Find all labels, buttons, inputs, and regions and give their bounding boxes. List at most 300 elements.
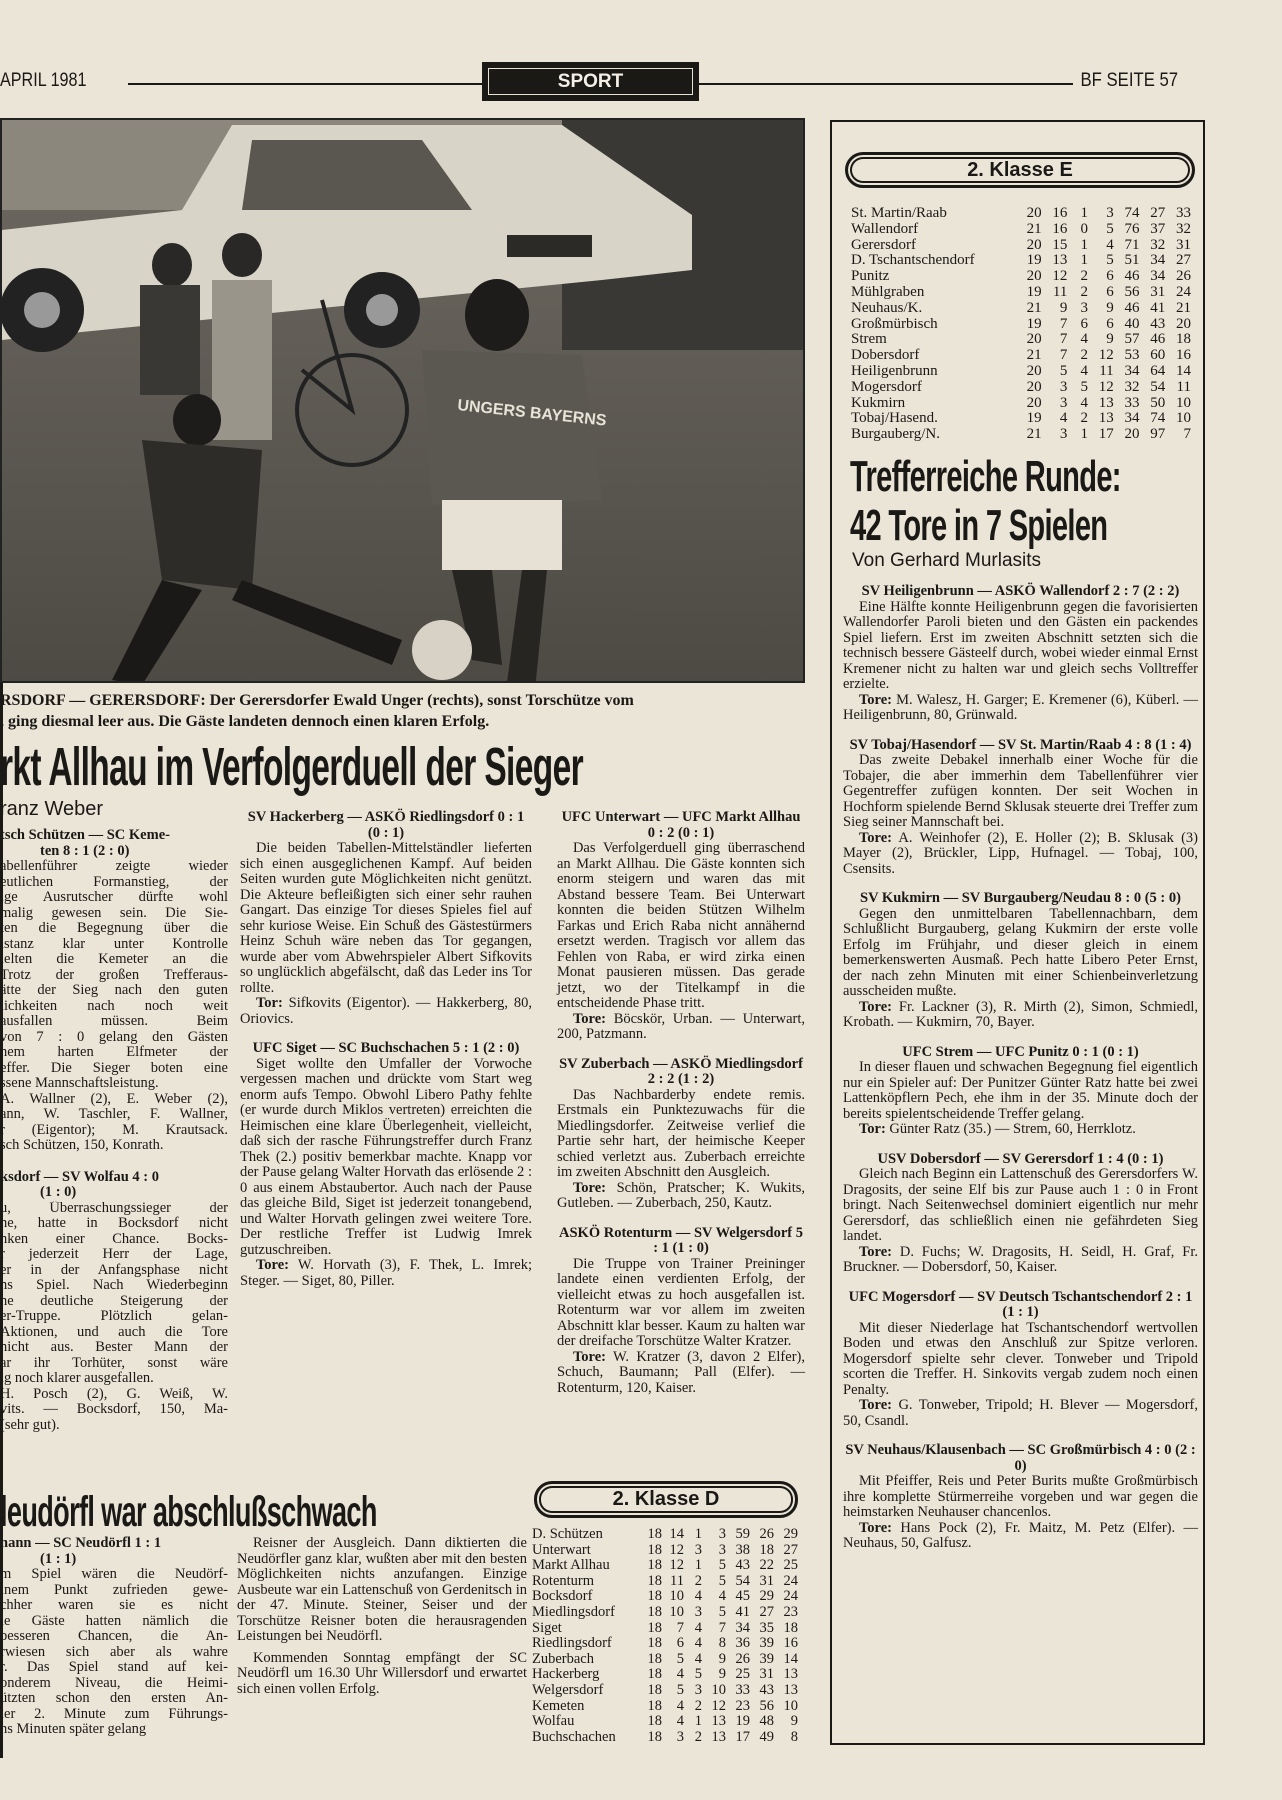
- standings-stat: 34: [1124, 362, 1140, 379]
- standings-stat: 18: [647, 1572, 662, 1589]
- football: [412, 620, 472, 680]
- report-line: malig gewesen sein. Die Sie-: [0, 905, 228, 921]
- report-line: inem Punkt zufrieden gewe-: [0, 1582, 228, 1598]
- standings-team: Strem: [851, 331, 887, 348]
- standings-stat: 12: [1098, 378, 1114, 395]
- match-title-line: (1 : 1): [40, 1550, 77, 1567]
- goal-scorers-text: M. Walesz, H. Garger; E. Kremener (6), Küberl. — Heiligenbrunn, 80, Grünwald.: [843, 691, 1199, 723]
- standings-stat: 20: [1026, 331, 1042, 348]
- match-report: [843, 1152, 1198, 1276]
- standings-stat: 1: [1080, 426, 1088, 443]
- match-report: [843, 584, 1198, 724]
- standings-stat: 21: [1026, 220, 1042, 237]
- report-line: lg noch klarer ausgefallen.: [0, 1371, 154, 1386]
- report-line: besseren Chancen, die An-: [0, 1629, 228, 1644]
- shirt-sponsor-text: UNGERS BAYERNS: [456, 397, 608, 430]
- match-report: [557, 1057, 805, 1212]
- goal-scorers-text: Sifkovits (Eigentor). — Hakkerberg, 80, Oriovics.: [240, 995, 532, 1027]
- standings-stat: 5: [1059, 362, 1068, 379]
- match-title-line: (1 : 0): [40, 1184, 77, 1200]
- standings-stat: 33: [735, 1681, 750, 1698]
- standings-stat: 5: [1080, 378, 1088, 395]
- goal-scorers: [557, 1181, 805, 1212]
- standings-stat: 27: [1176, 252, 1191, 269]
- standings-stat: 18: [647, 1588, 662, 1605]
- standings-stat: 34: [1124, 410, 1140, 427]
- standings-stat: 2: [1080, 283, 1088, 300]
- goal-scorers-text: W. Kratzer (3, davon 2 Elfer), Schuch, Baumann; Pall (Elfer). — Rotenturm, 120, Kaiser.: [557, 1348, 805, 1396]
- goal-scorers: [843, 1000, 1198, 1031]
- standings-stat: 46: [1124, 299, 1140, 316]
- standings-stat: 9: [1106, 331, 1114, 348]
- match-title: SV Hackerberg — ASKÖ Riedlingsdorf 0 : 1 (0 : 1): [247, 809, 525, 841]
- match-title-line: nann — SC Neudörfl 1 : 1: [0, 1535, 162, 1551]
- standings-stat: 18: [647, 1713, 662, 1730]
- standings-team: Wallendorf: [851, 220, 919, 237]
- match-report: [843, 1045, 1198, 1138]
- standings-stat: 56: [759, 1697, 774, 1714]
- standings-stat: 6: [1106, 315, 1114, 332]
- standings-stat: 49: [759, 1728, 774, 1745]
- report-line: r jederzeit Herr der Lage,: [0, 1247, 228, 1262]
- standings-stat: 20: [1026, 268, 1042, 285]
- standings-team: Burgauberg/N.: [851, 426, 941, 443]
- standings-stat: 74: [1150, 410, 1166, 427]
- standings-stat: 7: [676, 1619, 684, 1636]
- report-body: Das Nachbarderby endete remis. Erstmals ein Punktezuwachs für die Miedlingsdorfer. Zeitweise verlief die Partie sehr hart, der heimische Keeper schied verletzt aus. Zuberbach erreichte im zweiten Abschnitt den Ausgleich.: [557, 1086, 805, 1180]
- standings-stat: 3: [1059, 394, 1068, 411]
- standings-stat: 37: [1150, 220, 1166, 237]
- report-line: ätte der Sieg nach den guten: [0, 983, 228, 998]
- standings-stat: 21: [1026, 426, 1042, 443]
- standings-row: [851, 253, 1191, 269]
- standings-team: Kukmirn: [851, 394, 906, 411]
- standings-stat: 16: [1052, 205, 1068, 221]
- standings-stat: 97: [1150, 426, 1166, 443]
- standings-stat: 18: [647, 1541, 662, 1558]
- match-report: [0, 1170, 228, 1434]
- standings-team: Riedlingsdorf: [532, 1635, 612, 1652]
- goal-scorers: [240, 996, 532, 1027]
- lower-column-2: [237, 1536, 527, 1697]
- paragraph: Reisner der Ausgleich. Dann diktierten die Neudörfler ganz klar, wußten aber mit den besten Möglichkeiten nichts anzufangen. Einzige Ausbeute war ein Lattenschuß von Gerdenitsch in der 47. Minute. Steiner, Seiser und der Torschütze Reisner boten die herausragenden Leistungen bei Neudörfl.: [237, 1535, 527, 1644]
- standings-stat: 12: [1052, 268, 1068, 285]
- standings-team: Buchschachen: [532, 1728, 616, 1745]
- standings-d-title: 2. Klasse D: [534, 1481, 798, 1518]
- standings-row: [851, 364, 1191, 380]
- standings-stat: 25: [783, 1557, 798, 1574]
- match-title: UFC Mogersdorf — SV Deutsch Tschantschendorf 2 : 1 (1 : 1): [848, 1288, 1193, 1320]
- standings-stat: 31: [1176, 236, 1191, 253]
- match-title: SV Kukmirn — SV Burgauberg/Neudau 8 : 0 (5 : 0): [860, 890, 1181, 906]
- goal-scorers-text: Hans Pock (2), Fr. Maitz, M. Petz (Elfer). — Neuhaus, 50, Galfusz.: [843, 1519, 1199, 1551]
- report-line: chher waren sie es nicht: [0, 1598, 228, 1613]
- goal-scorers-text: Böcskör, Urban. — Unterwart, 200, Patzmann.: [557, 1010, 806, 1042]
- photo-caption: [0, 690, 805, 732]
- goal-scorers: [843, 1245, 1198, 1276]
- standings-team: Unterwart: [532, 1541, 591, 1558]
- standings-stat: 54: [1150, 378, 1166, 395]
- report-body: Siget wollte den Umfaller der Vorwoche vergessen machen und drückte vom Start weg enorm aufs Tempo. Obwohl Libero Pathy fehlte (er wurde durch Miklos vertreten) erreichten die Heimischen eine klare Überlegenheit, vielleicht, daß sich der rasche Führungstreffer durch Franz Thek (2.) positiv bemerkbar machte. Knapp vor der Pause gelang Walter Horvath das erlösende 2 : 0 aus einem Abstaubertor. Auch nach der Pause das gleiche Bild, Siget ist jederzeit tonangebend, und Walter Horvath gelingen zwei weitere Tore. Der restliche Treffer ist Ludwig Imrek gutzuschreiben.: [240, 1055, 532, 1258]
- standings-stat: 43: [1150, 315, 1166, 332]
- standings-stat: 0: [1080, 220, 1088, 237]
- goal-scorers: [557, 1350, 805, 1397]
- standings-stat: 3: [694, 1603, 702, 1620]
- standings-stat: 46: [1124, 268, 1140, 285]
- report-line: ausfallen müssen. Beim: [0, 1014, 228, 1029]
- standings-stat: 2: [694, 1572, 702, 1589]
- standings-team: Wolfau: [532, 1713, 575, 1730]
- goal-scorers: [843, 831, 1198, 878]
- standings-stat: 27: [759, 1603, 774, 1620]
- standings-row: [851, 348, 1191, 364]
- standings-stat: 21: [1026, 299, 1042, 316]
- standings-stat: 4: [694, 1650, 702, 1667]
- standings-stat: 21: [1176, 299, 1191, 316]
- report-line: nem harten Elfmeter der: [0, 1045, 228, 1060]
- standings-stat: 10: [1176, 394, 1191, 411]
- standings-stat: 1: [694, 1526, 702, 1542]
- paragraph: Kommenden Sonntag empfängt der SC Neudörfl um 16.30 Uhr Willersdorf und erwartet sich einen vollen Erfolg.: [237, 1649, 527, 1697]
- report-line: Aktionen, und auch die Tore: [0, 1324, 228, 1340]
- report-line: ten die Begegnung über die: [0, 921, 228, 936]
- goal-scorers-label: Tore:: [858, 998, 892, 1015]
- standings-stat: 24: [783, 1572, 798, 1589]
- goal-scorers: [843, 693, 1198, 724]
- goal-scorers-label: Tore:: [858, 1397, 892, 1413]
- report-line: ützten schon den ersten An-: [0, 1691, 228, 1706]
- match-report: [0, 1536, 228, 1738]
- report-line: m Spiel wären die Neudörf-: [0, 1567, 228, 1582]
- report-line: effer. Die Sieger boten eine: [0, 1060, 228, 1076]
- standings-stat: 23: [735, 1697, 750, 1714]
- main-column-1: [0, 828, 228, 1449]
- standings-stat: 71: [1124, 236, 1140, 253]
- match-report: [843, 891, 1198, 1031]
- match-title: UFC Strem — UFC Punitz 0 : 1 (0 : 1): [902, 1043, 1139, 1060]
- standings-d-table: [532, 1527, 798, 1745]
- match-title: UFC Siget — SC Buchschachen 5 : 1 (2 : 0): [252, 1040, 520, 1056]
- standings-row: [851, 332, 1191, 348]
- standings-row: [532, 1652, 798, 1668]
- caption-line: RSDORF — GERERSDORF: Der Gerersdorfer Ewald Unger (rechts), sonst Torschütze vom: [0, 692, 634, 709]
- match-title: SV Tobaj/Hasendorf — SV St. Martin/Raab 4 : 8 (1 : 4): [849, 736, 1192, 753]
- standings-team: Bocksdorf: [532, 1588, 593, 1605]
- goal-scorers-text: Günter Ratz (35.) — Strem, 60, Herrklotz.: [889, 1121, 1136, 1137]
- standings-stat: 12: [711, 1697, 726, 1714]
- report-line: ige Ausrutscher dürfte wohl: [0, 890, 228, 905]
- standings-row: [851, 411, 1191, 427]
- standings-stat: 8: [790, 1728, 798, 1745]
- standings-row: [532, 1605, 798, 1621]
- standings-stat: 16: [1176, 347, 1191, 364]
- standings-stat: 51: [1124, 252, 1140, 269]
- match-title: SV Heiligenbrunn — ASKÖ Wallendorf 2 : 7 (2 : 2): [861, 583, 1180, 599]
- standings-stat: 6: [1080, 315, 1088, 332]
- standings-stat: 14: [1176, 362, 1191, 379]
- standings-stat: 48: [759, 1713, 774, 1730]
- goal-scorers-line: sch Schützen, 150, Konrath.: [0, 1138, 164, 1153]
- standings-stat: 27: [783, 1541, 798, 1558]
- goal-scorers: [557, 1012, 805, 1043]
- standings-stat: 13: [711, 1728, 726, 1745]
- report-line: lichkeiten nach noch weit: [0, 998, 228, 1014]
- standings-stat: 13: [783, 1666, 798, 1683]
- standings-row: [532, 1683, 798, 1699]
- standings-stat: 26: [1176, 268, 1191, 285]
- standings-stat: 36: [735, 1635, 750, 1652]
- standings-stat: 5: [694, 1666, 702, 1683]
- report-line: istanz klar unter Kontrolle: [0, 936, 228, 952]
- standings-stat: 10: [783, 1697, 798, 1714]
- standings-stat: 41: [735, 1603, 750, 1620]
- standings-stat: 18: [783, 1619, 798, 1636]
- standings-team: Hackerberg: [532, 1666, 600, 1683]
- standings-stat: 19: [735, 1713, 750, 1730]
- standings-stat: 32: [1124, 378, 1140, 395]
- match-photo-image: [2, 120, 805, 683]
- standings-stat: 18: [1176, 331, 1191, 348]
- standings-stat: 2: [694, 1728, 702, 1745]
- standings-stat: 33: [1124, 394, 1140, 411]
- main-author: ranz Weber: [0, 798, 104, 820]
- standings-stat: 1: [694, 1713, 702, 1730]
- standings-stat: 11: [1099, 362, 1114, 379]
- standings-stat: 25: [735, 1666, 750, 1683]
- standings-stat: 12: [669, 1541, 684, 1558]
- standings-stat: 7: [1059, 331, 1068, 348]
- standings-team: St. Martin/Raab: [851, 205, 947, 221]
- standings-row: [532, 1667, 798, 1683]
- standings-stat: 24: [1176, 283, 1191, 300]
- standings-team: D. Schützen: [532, 1526, 603, 1542]
- match-title: USV Dobersdorf — SV Gerersdorf 1 : 4 (0 : 1): [877, 1150, 1164, 1167]
- match-report: [557, 810, 805, 1043]
- standings-stat: 34: [735, 1619, 750, 1636]
- standings-stat: 32: [1150, 236, 1166, 253]
- standings-row: [532, 1636, 798, 1652]
- caption-line: , ging diesmal leer aus. Die Gäste landeten dennoch einen klaren Erfolg.: [0, 713, 490, 730]
- standings-stat: 2: [1080, 410, 1088, 427]
- goal-scorers-line: H. Posch (2), G. Weiß, W.: [0, 1386, 228, 1402]
- standings-stat: 5: [676, 1650, 684, 1667]
- goal-scorers-text: D. Fuchs; W. Dragosits, H. Seidl, H. Graf, Fr. Bruckner. — Dobersdorf, 50, Kaiser.: [843, 1243, 1198, 1275]
- standings-stat: 34: [1150, 252, 1166, 269]
- standings-stat: 45: [735, 1588, 750, 1605]
- report-line: ssene Mannschaftsleistung.: [0, 1076, 159, 1091]
- standings-stat: 3: [718, 1526, 726, 1542]
- standings-stat: 4: [694, 1635, 702, 1652]
- standings-row: [532, 1730, 798, 1746]
- standings-stat: 20: [1124, 426, 1140, 443]
- standings-stat: 1: [1080, 236, 1088, 253]
- report-line: von 7 : 0 gelang den Gästen: [0, 1029, 228, 1045]
- standings-stat: 7: [1059, 347, 1068, 364]
- lower-column-1: [0, 1536, 228, 1754]
- standings-stat: 43: [759, 1681, 774, 1698]
- goal-scorers: [843, 1521, 1198, 1552]
- standings-stat: 12: [669, 1557, 684, 1574]
- standings-stat: 31: [1150, 283, 1166, 300]
- standings-e-title: 2. Klasse E: [845, 152, 1195, 188]
- match-report: [843, 738, 1198, 878]
- standings-team: Siget: [532, 1619, 562, 1636]
- standings-stat: 4: [1059, 410, 1068, 427]
- standings-stat: 9: [718, 1650, 726, 1667]
- standings-stat: 4: [676, 1697, 684, 1714]
- report-line: eutlichen Formanstieg, der: [0, 874, 228, 890]
- goal-scorers-line: ann, W. Taschler, F. Wallner,: [0, 1107, 228, 1122]
- standings-stat: 7: [1183, 426, 1191, 443]
- standings-stat: 43: [735, 1557, 750, 1574]
- goal-scorers-line: A. Wallner (2), E. Weber (2),: [0, 1091, 228, 1107]
- section-label-box: [483, 63, 698, 100]
- standings-stat: 76: [1124, 220, 1140, 237]
- standings-stat: 20: [1026, 236, 1042, 253]
- standings-row: [532, 1574, 798, 1590]
- standings-stat: 4: [718, 1588, 726, 1605]
- standings-row: [851, 238, 1191, 254]
- match-report: [843, 1443, 1198, 1552]
- standings-stat: 16: [1052, 220, 1068, 237]
- standings-stat: 21: [1026, 347, 1042, 364]
- standings-team: Mogersdorf: [851, 378, 922, 395]
- standings-stat: 10: [1176, 410, 1191, 427]
- standings-stat: 33: [1176, 205, 1191, 221]
- standings-row: [532, 1699, 798, 1715]
- standings-stat: 13: [711, 1713, 726, 1730]
- standings-stat: 15: [1052, 236, 1068, 253]
- standings-stat: 2: [1080, 268, 1088, 285]
- goal-scorers: [843, 1398, 1198, 1429]
- standings-stat: 10: [711, 1681, 726, 1698]
- standings-stat: 5: [1106, 252, 1114, 269]
- standings-stat: 4: [1080, 394, 1088, 411]
- standings-stat: 50: [1150, 394, 1166, 411]
- standings-stat: 17: [735, 1728, 750, 1745]
- standings-row: [851, 427, 1191, 443]
- standings-stat: 27: [1150, 205, 1166, 221]
- standings-stat: 18: [647, 1619, 662, 1636]
- standings-row: [851, 206, 1191, 222]
- report-line: Trotz der großen Trefferaus-: [0, 967, 228, 983]
- standings-stat: 6: [676, 1635, 684, 1652]
- goal-scorers-text: Fr. Lackner (3), R. Mirth (2), Simon, Schmiedl, Krobath. — Kukmirn, 70, Bayer.: [843, 998, 1199, 1030]
- standings-stat: 4: [694, 1588, 702, 1605]
- standings-team: Heiligenbrunn: [851, 362, 938, 379]
- report-body: In dieser flauen und schwachen Begegnung fiel eigentlich nur ein Spieler auf: Der Punitzer Günter Ratz hatte bei zwei Lattenköpflern Pech, ehe ihm in der 35. Minute doch der bereits spielentscheidende Treffer gelang.: [843, 1059, 1198, 1122]
- standings-stat: 4: [694, 1619, 702, 1636]
- standings-stat: 24: [783, 1588, 798, 1605]
- standings-stat: 10: [669, 1603, 684, 1620]
- standings-stat: 2: [1080, 347, 1088, 364]
- standings-stat: 1: [1080, 252, 1088, 269]
- standings-stat: 60: [1150, 347, 1166, 364]
- standings-stat: 18: [647, 1650, 662, 1667]
- standings-row: [851, 269, 1191, 285]
- report-body: Das zweite Debakel innerhalb einer Woche für die Tobajer, die aber immerhin dem Tabellenführer vier Gegentreffer zufügen konnten. Der seit Wochen in Hochform spielende Bernd Sklusak steuerte drei Treffer zum Sieg seiner Mannschaft bei.: [843, 752, 1198, 830]
- standings-stat: 39: [759, 1650, 774, 1667]
- report-line: ler 2. Minute zum Führungs-: [0, 1706, 228, 1722]
- report-line: u, Überraschungssieger der: [0, 1200, 228, 1216]
- standings-row: [851, 396, 1191, 412]
- standings-row: [851, 222, 1191, 238]
- standings-stat: 32: [1176, 220, 1191, 237]
- class-e-reports: [843, 582, 1198, 1566]
- standings-stat: 31: [759, 1666, 774, 1683]
- standings-stat: 6: [1106, 283, 1114, 300]
- standings-stat: 18: [647, 1697, 662, 1714]
- goal-scorers-label: Tore:: [858, 691, 892, 708]
- main-headline: rkt Allhau im Verfolgerduell der Sieger: [0, 737, 583, 797]
- goal-scorers-label: Tor:: [858, 1121, 886, 1137]
- standings-stat: 53: [1124, 347, 1140, 364]
- standings-row: [851, 380, 1191, 396]
- standings-stat: 18: [647, 1635, 662, 1652]
- standings-stat: 38: [735, 1541, 750, 1558]
- headline-line: Trefferreiche Runde:: [850, 452, 1121, 501]
- standings-stat: 46: [1150, 331, 1166, 348]
- goal-scorers-line: r (Eigentor); M. Krautsack.: [0, 1122, 228, 1138]
- report-line: er-Truppe. Plötzlich gelan-: [0, 1309, 228, 1324]
- lower-headline: leudörfl war abschlußschwach: [0, 1488, 377, 1536]
- standings-stat: 64: [1150, 362, 1166, 379]
- standings-stat: 4: [1080, 331, 1088, 348]
- report-body: Gegen den unmittelbaren Tabellennachbarn, dem Schlußlicht Burgauberg, gelang Kukmirn der erste volle Erfolg im Frühjahr, und dieser gleich in einem bemerkenswerten Ausmaß. Pech hatte Libero Peter Ernst, der nach zehn Minuten mit einer Schienbeinverletzung ausscheiden mußte.: [843, 905, 1198, 999]
- match-report: [843, 1290, 1198, 1430]
- report-line: onderem Niveau, die Heimi-: [0, 1675, 228, 1691]
- report-body: Eine Hälfte konnte Heiligenbrunn gegen die favorisierten Wallendorfer Paroli bieten und den Gästen ein packendes Spiel liefern. Erst im zweiten Abschnitt setzten sich die technisch bessere Gästeelf durch, wobei wieder einmal Ernst Kremener nicht zu halten war und gleich sechs Volltreffer erzielte.: [843, 598, 1198, 692]
- match-photo: [0, 118, 805, 683]
- standings-stat: 9: [1059, 299, 1068, 316]
- match-title: UFC Unterwart — UFC Markt Allhau 0 : 2 (0 : 1): [561, 809, 801, 841]
- match-title-line: tsch Schützen — SC Keme-: [0, 827, 170, 843]
- standings-row: [532, 1527, 798, 1543]
- report-line: ns Spiel. Nach Wiederbeginn: [0, 1278, 228, 1293]
- page-number: BF SEITE 57: [1077, 70, 1178, 92]
- standings-stat: 13: [1098, 410, 1114, 427]
- standings-stat: 2: [694, 1697, 702, 1714]
- standings-stat: 4: [1106, 236, 1114, 253]
- standings-stat: 22: [759, 1557, 774, 1574]
- standings-stat: 3: [676, 1728, 684, 1745]
- standings-stat: 18: [647, 1557, 662, 1574]
- standings-team: D. Tschantschendorf: [851, 252, 975, 269]
- match-report: [0, 828, 228, 1154]
- report-line: he, hatte in Bocksdorf nicht: [0, 1216, 228, 1231]
- match-title: ASKÖ Rotenturm — SV Welgersdorf 5 : 1 (1 : 0): [559, 1224, 803, 1256]
- standings-row: [532, 1558, 798, 1574]
- report-line: r. Das Spiel stand auf kei-: [0, 1660, 228, 1675]
- report-line: ne deutliche Steigerung der: [0, 1293, 228, 1309]
- standings-stat: 31: [759, 1572, 774, 1589]
- standings-stat: 39: [759, 1635, 774, 1652]
- goal-scorers-label: Tore:: [858, 1519, 892, 1536]
- standings-stat: 57: [1124, 331, 1140, 348]
- standings-stat: 5: [718, 1557, 726, 1574]
- standings-stat: 11: [670, 1572, 684, 1589]
- standings-stat: 5: [676, 1681, 684, 1698]
- goal-scorers-line: (sehr gut).: [0, 1417, 60, 1433]
- standings-stat: 3: [1106, 205, 1114, 221]
- standings-stat: 20: [1026, 362, 1042, 379]
- headline-line: 42 Tore in 7 Spielen: [850, 501, 1108, 550]
- goal-scorers-label: Tore:: [572, 1179, 606, 1196]
- goal-scorers-text: A. Weinhofer (2), E. Holler (2); B. Sklusak (3) Mayer (2), Brückler, Lipp, Hufnagel. — Tobaj, 100, Csensits.: [843, 829, 1198, 877]
- standings-row: [851, 285, 1191, 301]
- match-report: [557, 1226, 805, 1397]
- standings-stat: 1: [694, 1557, 702, 1574]
